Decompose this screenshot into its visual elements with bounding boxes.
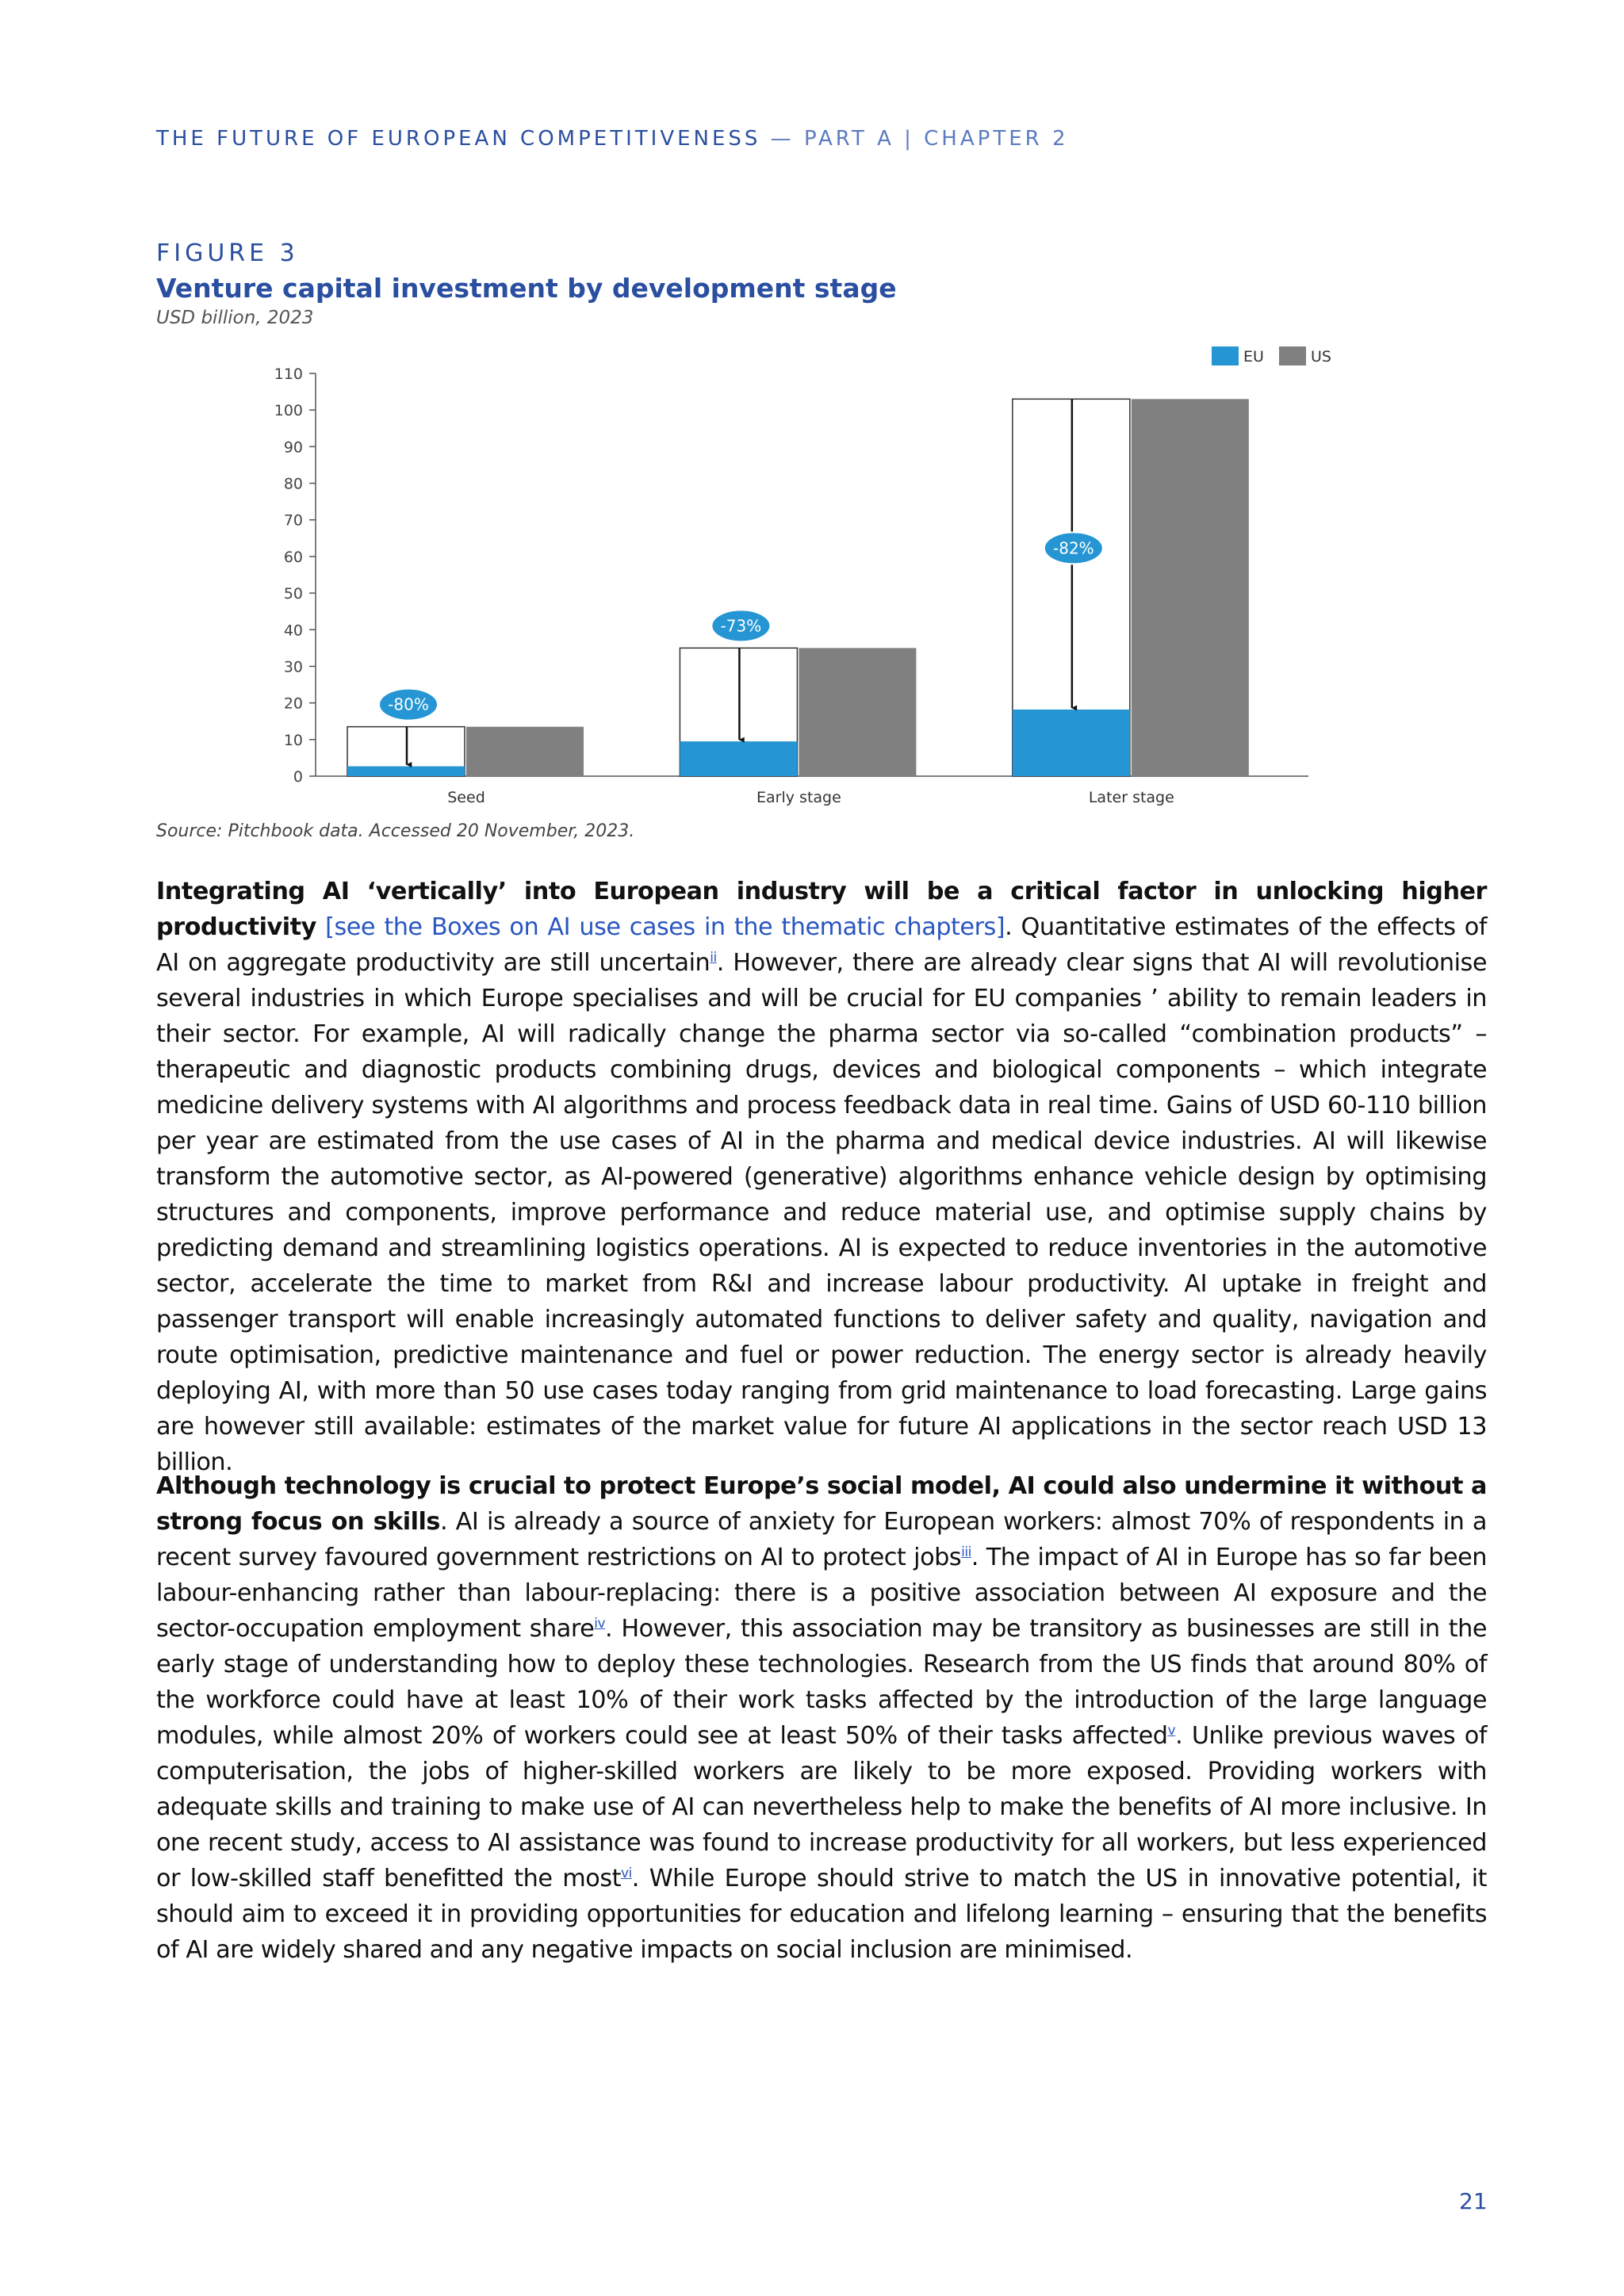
y-tick-label: 30 [283, 658, 303, 676]
endnote-link[interactable]: iv [594, 1615, 606, 1632]
y-tick-label: 60 [283, 548, 303, 566]
endnote-link[interactable]: vi [621, 1865, 632, 1881]
figure-label: FIGURE 3 [156, 239, 299, 267]
paragraph-text: . The impact of AI in Europe has so far been labour-enhancing rather than labour-replacing: there is a positive association between AI exposure and the sector-occupation employment share [156, 1544, 1487, 1643]
x-category-label: Later stage [1088, 789, 1174, 806]
gap-callout-label: -82% [1053, 538, 1094, 558]
vc-investment-chart [222, 333, 1364, 825]
bar-us [1132, 399, 1249, 776]
paragraph-lead: Integrating AI ‘vertically’ into European industry will be a critical factor in unlocking higher productivity [156, 878, 1487, 941]
paragraph-lead: Although technology is crucial to protect Europe’s social model, AI could also undermine it without a strong focus on skills [156, 1472, 1487, 1536]
y-tick-label: 10 [283, 731, 303, 749]
y-tick-label: 70 [283, 511, 303, 530]
paragraph-text: . Unlike previous waves of computerisation, the jobs of higher-skilled workers are likely to be more exposed. Providing workers with adequate skills and training to make use of AI can nevertheless help to make the benefits of AI more inclusive. In one recent study, access to AI assistance was found to increase productivity for all workers, but less experienced or low-skilled staff benefitted the most [156, 1722, 1487, 1892]
x-category-label: Seed [447, 789, 485, 806]
bar-us [799, 648, 916, 776]
bar-eu [1013, 710, 1130, 776]
paragraph-text: . Quantitative estimates of the effects of AI on aggregate productivity are still uncertain [156, 913, 1488, 977]
figure-source: Source: Pitchbook data. Accessed 20 November, 2023. [156, 821, 635, 841]
y-tick-label: 100 [274, 402, 303, 420]
legend-swatch-eu [1212, 346, 1239, 365]
paragraph-text: . However, this association may be transitory as businesses are still in the early stage of understanding how to deploy these technologies. Research from the US finds that around 80% of the workforce could have at least 10% of their work tasks affected by the introduction of the large language modules, while almost 20% of workers could see at least 50% of their tasks affected [156, 1615, 1487, 1750]
figure-units: USD billion, 2023 [156, 308, 314, 328]
y-tick-label: 50 [283, 585, 303, 603]
y-tick-label: 0 [293, 768, 303, 786]
paragraph-ai-vertical [156, 874, 1487, 1480]
bar-us [466, 727, 584, 776]
y-tick-label: 90 [283, 438, 303, 457]
y-tick-label: 80 [283, 475, 303, 493]
page-number: 21 [1459, 2188, 1488, 2214]
paragraph-text: . However, there are already clear signs that AI will revolutionise several industries in which Europe specialises and will be crucial for EU companies ’ ability to remain leaders in their sector. For example, AI will radically change the pharma sector via so-called “combination products” – therapeutic and diagnostic products combining drugs, devices and biological components – which integrate medicine delivery systems with AI algorithms and process feedback data in real time. Gains of USD 60-110 billion per year are estimated from the use cases of AI in the pharma and medical device industries. AI will likewise transform the automotive sector, as AI-powered (generative) algorithms enhance vehicle design by optimising structures and components, improve performance and reduce material use, and optimise supply chains by predicting demand and streamlining logistics operations. AI is expected to reduce inventories in the automotive sector, accelerate the time to market from R&I and increase labour productivity. AI uptake in freight and passenger transport will enable increasingly automated functions to deliver safety and quality, navigation and route optimisation, predictive maintenance and fuel or power reduction. The energy sector is already heavily deploying AI, with more than 50 use cases today ranging from grid maintenance to load forecasting. Large gains are however still available: estimates of the market value for future AI applications in the sector reach USD 13 billion. [156, 949, 1487, 1476]
legend-label-eu: EU [1243, 348, 1264, 365]
running-header [156, 127, 1069, 151]
bar-eu [347, 767, 465, 776]
gap-callout-label: -80% [388, 695, 429, 714]
paragraph-ai-skills [156, 1468, 1487, 1968]
paragraph-text: . While Europe should strive to match the US in innovative potential, it should aim to exceed it in providing opportunities for education and lifelong learning – ensuring that the benefits of AI are widely shared and any negative impacts on social inclusion are minimised. [156, 1865, 1487, 1964]
y-tick-label: 40 [283, 622, 303, 640]
y-tick-label: 20 [283, 695, 303, 713]
y-tick-label: 110 [274, 365, 303, 383]
gap-callout-label: -73% [720, 616, 762, 636]
endnote-link[interactable]: ii [710, 949, 717, 966]
endnote-link[interactable]: iii [961, 1544, 971, 1560]
cross-reference-link[interactable]: [see the Boxes on AI use cases in the thematic chapters] [316, 913, 1005, 941]
figure-title: Venture capital investment by development stage [156, 273, 897, 304]
endnote-link[interactable]: v [1167, 1722, 1176, 1739]
running-section: — PART A | CHAPTER 2 [760, 127, 1069, 151]
bar-eu [680, 741, 797, 776]
running-title: THE FUTURE OF EUROPEAN COMPETITIVENESS [156, 127, 761, 151]
paragraph-text: . AI is already a source of anxiety for European workers: almost 70% of respondents in a recent survey favoured government restrictions on AI to protect jobs [156, 1508, 1487, 1571]
x-category-label: Early stage [756, 789, 841, 806]
legend-swatch-us [1279, 346, 1306, 365]
legend-label-us: US [1311, 348, 1331, 365]
